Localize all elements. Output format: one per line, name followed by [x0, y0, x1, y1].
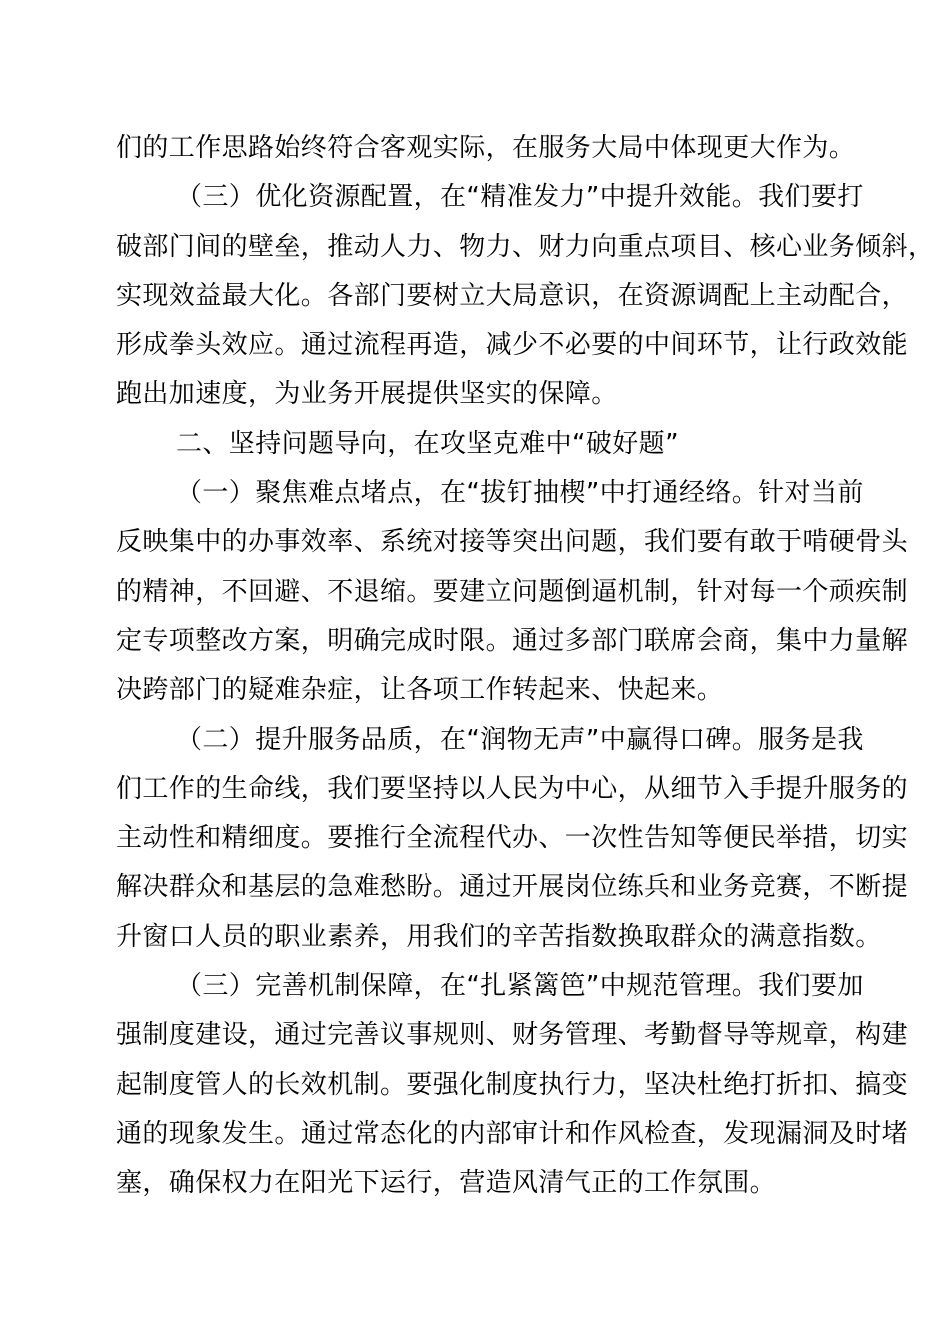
paragraph-start-line: （三）完善机制保障，在“扎紧篱笆”中规范管理。我们要加: [176, 971, 864, 1002]
text-line: 起制度管人的长效机制。要强化制度执行力，坚决杜绝打折扣、搞变: [116, 1069, 909, 1100]
paragraph-start-line: （三）优化资源配置，在“精准发力”中提升效能。我们要打: [176, 182, 864, 213]
paragraph-start-line: （二）提升服务品质，在“润物无声”中赢得口碑。服务是我: [176, 724, 864, 755]
text-line: 通的现象发生。通过常态化的内部审计和作风检查，发现漏洞及时堵: [116, 1118, 909, 1149]
text-line: 反映集中的办事效率、系统对接等突出问题，我们要有敢于啃硬骨头: [116, 527, 909, 558]
paragraph-start-line: （一）聚焦难点堵点，在“拔钉抽楔”中打通经络。针对当前: [176, 478, 864, 509]
text-line: 解决群众和基层的急难愁盼。通过开展岗位练兵和业务竞赛，不断提: [116, 872, 909, 903]
text-line: 实现效益最大化。各部门要树立大局意识，在资源调配上主动配合，: [116, 280, 909, 311]
text-line: 主动性和精细度。要推行全流程代办、一次性告知等便民举措，切实: [116, 823, 909, 854]
text-line: 形成拳头效应。通过流程再造，减少不必要的中间环节，让行政效能: [116, 330, 909, 361]
text-line: 升窗口人员的职业素养，用我们的辛苦指数换取群众的满意指数。: [116, 921, 882, 952]
text-line: 破部门间的壁垒，推动人力、物力、财力向重点项目、核心业务倾斜，: [116, 231, 935, 262]
text-line: 定专项整改方案，明确完成时限。通过多部门联席会商，集中力量解: [116, 625, 909, 656]
document-body: [116, 124, 935, 1209]
text-line: 们的工作思路始终符合客观实际，在服务大局中体现更大作为。: [116, 133, 856, 163]
text-line: 强制度建设，通过完善议事规则、财务管理、考勤督导等规章，构建: [116, 1020, 909, 1051]
text-line: 们工作的生命线，我们要坚持以人民为中心，从细节入手提升服务的: [116, 773, 909, 804]
text-line: 决跨部门的疑难杂症，让各项工作转起来、快起来。: [116, 675, 724, 706]
text-line: 跑出加速度，为业务开展提供坚实的保障。: [116, 379, 618, 410]
text-line: 的精神，不回避、不退缩。要建立问题倒逼机制，针对每一个顽疾制: [116, 576, 909, 607]
section-heading: 二、坚持问题导向，在攻坚克难中“破好题”: [176, 428, 679, 459]
text-line: 塞，确保权力在阳光下运行，营造风清气正的工作氛围。: [116, 1168, 777, 1199]
